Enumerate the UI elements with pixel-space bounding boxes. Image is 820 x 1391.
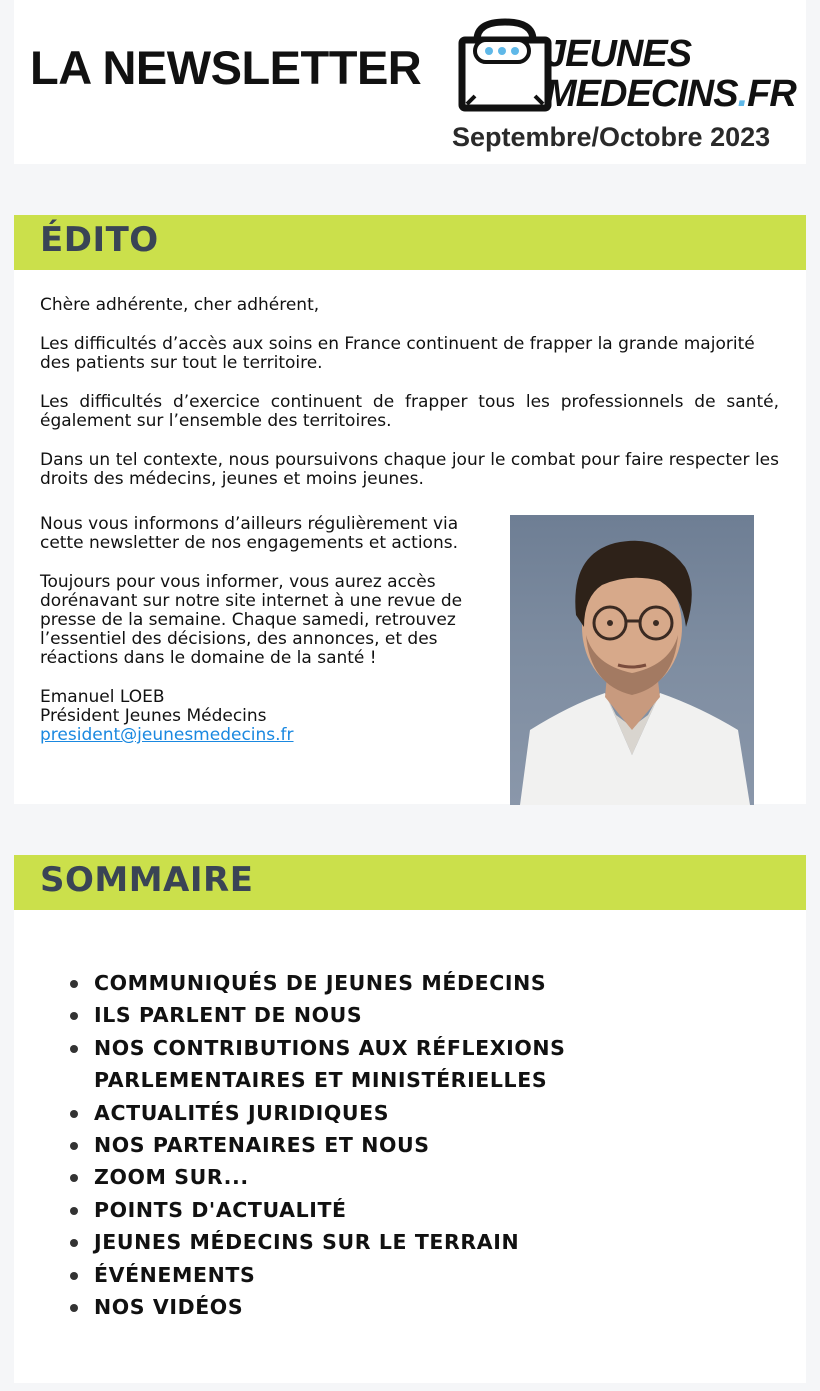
jeunes-medecins-logo-icon bbox=[457, 18, 553, 112]
sommaire-item-label: COMMUNIQUÉS DE JEUNES MÉDECINS bbox=[94, 971, 547, 995]
bullet-icon bbox=[70, 1239, 78, 1247]
sommaire-item-label: ACTUALITÉS JURIDIQUES bbox=[94, 1100, 390, 1125]
sommaire-section bbox=[14, 855, 806, 1383]
edito-paragraph: Les difficultés d’exercice continuent de frapper tous les professionnels de santé, également sur l’ensemble des territoires. bbox=[40, 392, 779, 431]
edito-paragraph: Nous vous informons d’ailleurs régulièrement via cette newsletter de nos engagements et actions. bbox=[40, 514, 459, 553]
sommaire-item-label: ZOOM SUR... bbox=[94, 1165, 249, 1190]
edito-lower-text bbox=[40, 515, 470, 745]
logo-line-jeunes: JEUNES bbox=[545, 33, 692, 75]
edito-paragraph: Dans un tel contexte, nous poursuivons chaque jour le combat pour faire respecter les droits des médecins, jeunes et moins jeunes. bbox=[40, 450, 779, 489]
sommaire-item[interactable] bbox=[70, 999, 690, 1031]
newsletter-header bbox=[14, 0, 806, 164]
logo-wordmark bbox=[545, 34, 796, 114]
president-portrait-photo bbox=[510, 515, 754, 805]
sommaire-item[interactable] bbox=[70, 1161, 690, 1193]
edito-heading: ÉDITO bbox=[40, 220, 159, 260]
sommaire-item-label: NOS PARTENAIRES ET NOUS bbox=[94, 1133, 430, 1158]
logo-medecins: MEDECINS bbox=[545, 73, 738, 115]
sommaire-item-label: NOS CONTRIBUTIONS AUX RÉFLEXIONS PARLEMENTAIRES ET MINISTÉRIELLES bbox=[94, 1035, 566, 1093]
sommaire-item[interactable] bbox=[70, 1129, 690, 1161]
sommaire-item[interactable] bbox=[70, 1291, 690, 1323]
signature-role: Président Jeunes Médecins bbox=[40, 706, 267, 726]
bullet-icon bbox=[70, 980, 78, 988]
edito-heading-bar bbox=[14, 215, 806, 270]
signature-name: Emanuel LOEB bbox=[40, 687, 165, 707]
sommaire-item-label: JEUNES MÉDECINS SUR LE TERRAIN bbox=[94, 1230, 520, 1255]
bullet-icon bbox=[70, 1142, 78, 1150]
bullet-icon bbox=[70, 1174, 78, 1182]
portrait-illustration bbox=[510, 515, 754, 805]
sommaire-list bbox=[70, 967, 690, 1323]
logo-dot: . bbox=[737, 73, 748, 115]
newsletter-title: LA NEWSLETTER bbox=[30, 41, 422, 94]
logo-line-medecins bbox=[545, 74, 796, 114]
sommaire-heading: SOMMAIRE bbox=[40, 860, 254, 900]
edito-section bbox=[14, 215, 806, 804]
edito-greeting: Chère adhérente, cher adhérent, bbox=[40, 295, 320, 315]
sommaire-item-label: ILS PARLENT DE NOUS bbox=[94, 1003, 363, 1028]
president-email-link[interactable]: president@jeunesmedecins.fr bbox=[40, 725, 294, 745]
sommaire-item-label: NOS VIDÉOS bbox=[94, 1295, 244, 1320]
sommaire-item[interactable] bbox=[70, 1226, 690, 1258]
sommaire-heading-bar bbox=[14, 855, 806, 910]
bullet-icon bbox=[70, 1012, 78, 1020]
sommaire-item[interactable] bbox=[70, 1194, 690, 1226]
sommaire-item[interactable] bbox=[70, 1259, 690, 1291]
bullet-icon bbox=[70, 1110, 78, 1118]
sommaire-item-label: ÉVÉNEMENTS bbox=[94, 1262, 256, 1287]
sommaire-item[interactable] bbox=[70, 1032, 690, 1097]
sommaire-item[interactable] bbox=[70, 967, 690, 999]
logo-tld: FR bbox=[747, 73, 796, 115]
edito-paragraph: Les difficultés d’accès aux soins en France continuent de frapper la grande majorité des patients sur tout le territoire. bbox=[40, 334, 755, 373]
sommaire-item[interactable] bbox=[70, 1097, 690, 1129]
signature bbox=[40, 688, 470, 745]
edito-paragraph: Toujours pour vous informer, vous aurez accès dorénavant sur notre site internet à une revue de presse de la semaine. Chaque samedi, retrouvez l’essentiel des décisions, des annonces, et des réactions dans le domaine de la santé ! bbox=[40, 572, 463, 668]
sommaire-item-label: POINTS D'ACTUALITÉ bbox=[94, 1197, 347, 1222]
edito-body bbox=[40, 296, 779, 509]
bullet-icon bbox=[70, 1304, 78, 1312]
bullet-icon bbox=[70, 1272, 78, 1280]
bullet-icon bbox=[70, 1045, 78, 1053]
bullet-icon bbox=[70, 1207, 78, 1215]
issue-date: Septembre/Octobre 2023 bbox=[452, 122, 771, 152]
